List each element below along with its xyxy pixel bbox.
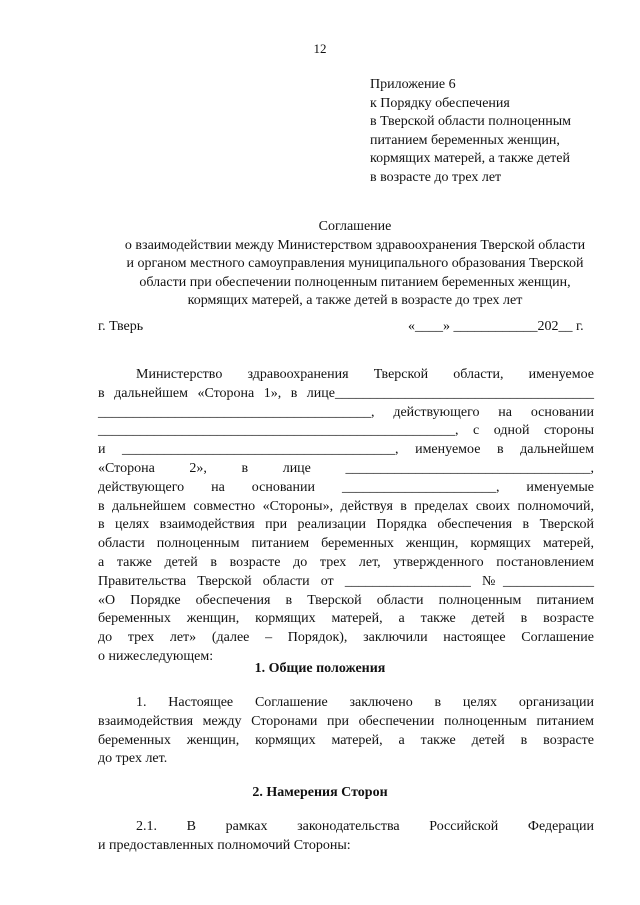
preamble-line: до трех лет» (далее – Порядок), заключили настоящее Соглашение xyxy=(98,630,594,646)
preamble-line: Правительства Тверской области от __________________ №_____________ xyxy=(98,573,594,589)
title-line: и органом местного самоуправления муниципального образования Тверской xyxy=(126,256,584,272)
section-1-paragraph xyxy=(98,694,594,769)
section-2-line: и предоставленных полномочий Стороны: xyxy=(98,837,351,853)
preamble-line: в целях взаимодействия при реализации Порядка обеспечения в Тверской xyxy=(98,517,594,533)
preamble-line: области полноценным питанием беременных женщин, кормящих матерей, xyxy=(98,536,594,552)
section-1-line: беременных женщин, кормящих матерей, а также детей в возрасте xyxy=(98,732,594,748)
annex-line: в Тверской области полноценным xyxy=(370,114,572,130)
preamble-line: «О Порядке обеспечения в Тверской области полноценным питанием xyxy=(98,592,594,608)
title-line: Соглашение xyxy=(318,219,392,234)
section-1-heading: 1. Общие положения xyxy=(254,661,386,676)
preamble-line: _______________________________________, действующего на основании xyxy=(98,404,594,420)
section-1-line: взаимодействия между Сторонами при обеспечении полноценным питанием xyxy=(98,713,594,729)
agreement-title xyxy=(60,218,640,311)
date-of-signing: «____» ____________202__ г. xyxy=(408,319,584,334)
section-2-paragraph xyxy=(98,818,594,856)
section-2-line: 2.1. В рамках законодательства Российской Федерации xyxy=(136,819,594,834)
section-1-line: 1. Настоящее Соглашение заключено в целях организации xyxy=(136,695,594,710)
preamble-line: действующего на основании ______________________, именуемые xyxy=(98,479,594,495)
annex-line: в возрасте до трех лет xyxy=(370,169,502,185)
preamble-line: в дальнейшем «Сторона 1», в лице_____________________________________ xyxy=(98,385,594,401)
preamble-line: Министерство здравоохранения Тверской области, именуемое xyxy=(136,367,594,382)
annex-block xyxy=(370,76,571,188)
title-line: области при обеспечении полноценным питанием беременных женщин, xyxy=(139,274,571,290)
place-of-signing: г. Тверь xyxy=(98,319,144,334)
section-2-heading: 2. Намерения Сторон xyxy=(252,785,388,800)
preamble-line: беременных женщин, кормящих матерей, а также детей в возрасте xyxy=(98,611,594,627)
preamble-line: «Сторона 2», в лице ___________________________________, xyxy=(98,460,594,476)
preamble-line: ___________________________________________________, с одной стороны xyxy=(98,423,594,439)
title-line: о взаимодействии между Министерством здравоохранения Тверской области xyxy=(124,237,586,253)
preamble-paragraph xyxy=(98,366,594,667)
page-number: 12 xyxy=(313,41,327,56)
section-1-line: до трех лет. xyxy=(98,751,168,767)
preamble-line: о нижеследующем: xyxy=(98,648,214,664)
title-line: кормящих матерей, а также детей в возрасте до трех лет xyxy=(187,293,523,309)
annex-line: Приложение 6 xyxy=(370,77,456,92)
preamble-line: и _______________________________________, именуемое в дальнейшем xyxy=(98,442,594,458)
annex-line: питанием беременных женщин, xyxy=(370,132,560,148)
preamble-line: а также детей в возрасте до трех лет, утвержденного постановлением xyxy=(98,554,594,570)
annex-line: к Порядку обеспечения xyxy=(370,95,510,111)
preamble-line: в дальнейшем совместно «Стороны», действуя в пределах своих полномочий, xyxy=(98,498,594,514)
annex-line: кормящих матерей, а также детей xyxy=(370,151,570,167)
